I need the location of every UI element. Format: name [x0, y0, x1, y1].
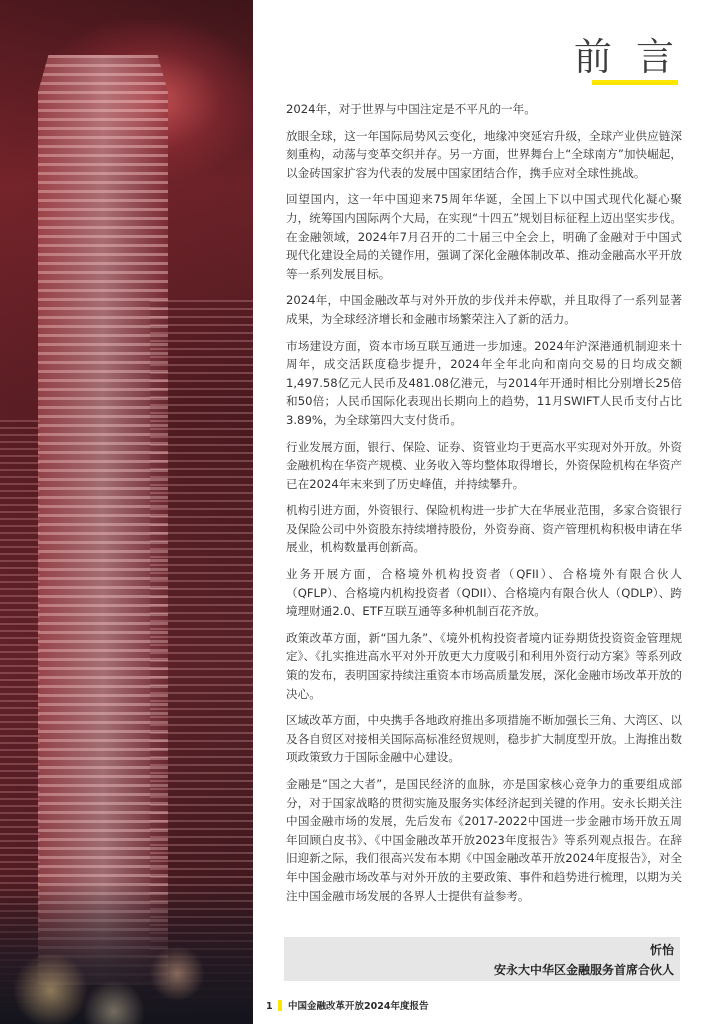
footer-accent-bar	[278, 1000, 282, 1011]
paragraph: 市场建设方面，资本市场互联互通进一步加速。2024年沪深港通机制迎来十周年，成交活跃度稳步提升，2024年全年北向和南向交易的日均成交额1,497.58亿元人民币及481.08亿港元，与2014年开通时相比分别增长25倍和50倍；人民币国际化表现出长期向上的趋势，11月SWIFT人民币支付占比3.89%，为全球第四大支付货币。	[286, 338, 682, 427]
paragraph: 行业发展方面，银行、保险、证券、资管业均于更高水平实现对外开放。外资金融机构在华资产规模、业务收入等均整体取得增长，外资保险机构在华资产已在2024年末来到了历史峰值，并持续攀升。	[286, 439, 682, 491]
city-lights	[0, 940, 253, 1024]
page-title: 前 言	[573, 35, 680, 79]
signature-role: 安永大中华区金融服务首席合伙人	[493, 963, 674, 977]
preface-body	[286, 100, 682, 913]
paragraph: 2024年，中国金融改革与对外开放的步伐并未停歇，并且取得了一系列显著成果，为全球经济增长和金融市场繁荣注入了新的活力。	[286, 293, 682, 326]
paragraph: 机构引进方面，外资银行、保险机构进一步扩大在华展业范围，多家合资银行及保险公司中外资股东持续增持股份，外资券商、资产管理机构积极申请在华展业，机构数量再创新高。	[286, 503, 682, 555]
footer-title: 中国金融改革开放2024年度报告	[288, 1001, 429, 1012]
cover-photo	[0, 0, 253, 1024]
title-underline	[592, 80, 678, 85]
page-footer	[266, 998, 428, 1012]
signature-name: 忻怡	[649, 943, 674, 957]
paragraph: 政策改革方面，新“国九条”、《境外机构投资者境内证券期货投资资金管理规定》、《扎实推进高水平对外开放更大力度吸引和利用外资行动方案》等系列政策的发布，表明国家持续注重资本市场高质量发展，深化金融市场改革开放的决心。	[286, 630, 682, 701]
signature-block	[284, 937, 680, 981]
red-tint-overlay	[0, 0, 253, 1024]
paragraph: 回望国内，这一年中国迎来75周年华诞，全国上下以中国式现代化凝心聚力，统筹国内国际两个大局，在实现“十四五”规划目标征程上迈出坚实步伐。在金融领域，2024年7月召开的二十届三中全会上，明确了金融对于中国式现代化建设全局的关键作用，强调了深化金融体制改革、推动金融高水平开放等一系列发展目标。	[286, 192, 682, 281]
paragraph: 区域改革方面，中央携手各地政府推出多项措施不断加强长三角、大湾区、以及各自贸区对接相关国际高标准经贸规则，稳步扩大制度型开放。上海推出数项政策致力于国际金融中心建设。	[286, 713, 682, 765]
page-number: 1	[266, 1001, 273, 1012]
paragraph: 放眼全球，这一年国际局势风云变化，地缘冲突延宕升级，全球产业供应链深刻重构，动荡与变革交织并存。另一方面，世界舞台上“全球南方”加快崛起，以金砖国家扩容为代表的发展中国家团结合作，携手应对全球性挑战。	[286, 128, 682, 180]
paragraph: 金融是“国之大者”，是国民经济的血脉，亦是国家核心竞争力的重要组成部分，对于国家战略的贯彻实施及服务实体经济起到关键的作用。安永长期关注中国金融市场的发展，先后发布《2017-2022中国进一步金融市场开放五周年回顾白皮书》、《中国金融改革开放2023年度报告》等系列观点报告。在辞旧迎新之际，我们很高兴发布本期《中国金融改革开放2024年度报告》，对全年中国金融市场改革与对外开放的主要政策、事件和趋势进行梳理，以期为关注中国金融市场发展的各界人士提供有益参考。	[286, 777, 682, 903]
paragraph: 2024年，对于世界与中国注定是不平凡的一年。	[286, 102, 536, 116]
paragraph: 业务开展方面，合格境外机构投资者（QFII）、合格境外有限合伙人（QFLP）、合格境内机构投资者（QDII）、合格境内有限合伙人（QDLP）、跨境理财通2.0、ETF互联互通等多种机制百花齐放。	[286, 567, 682, 619]
